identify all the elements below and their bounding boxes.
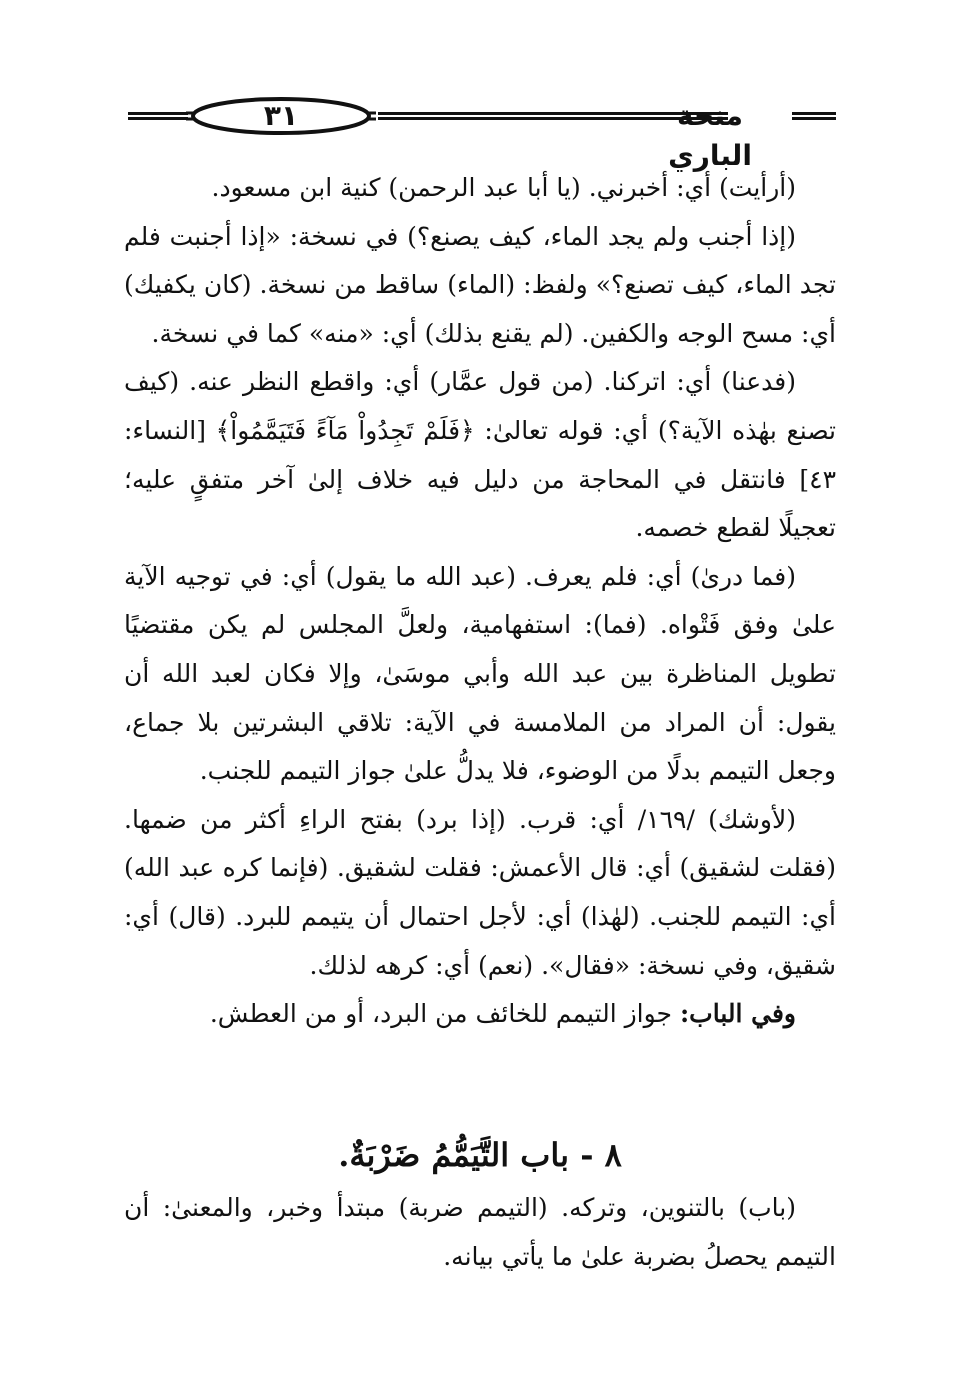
paragraph: (فما درىٰ) أي: فلم يعرف. (عبد الله ما يقول) أي: في توجيه الآية علىٰ وفق فَتْواه. (فما): استفهامية، ولعلَّ المجلس لم يكن مقتضيًا تطويل المناظرة بين عبد الله وأبي موسَىٰ، وإلا فكان لعبد الله أن يقول: أن المراد من الملامسة في الآية: تلاقي البشرتين بلا جماع، وجعل التيمم بدلًا من الوضوء، فلا يدلُّ علىٰ جواز التيمم للجنب. — [124, 561, 836, 786]
header-rule-right — [792, 112, 836, 120]
chapter-heading: ٨ - باب التَّيَمُّمُ ضَرْبَةٌ. — [338, 1136, 622, 1174]
paragraph: (أرأيت) أي: أخبرني. (يا أبا عبد الرحمن) كنية ابن مسعود. — [211, 173, 796, 202]
header-rule-left — [128, 112, 188, 120]
paragraph-in-chapter — [124, 990, 836, 1039]
chapter-body — [124, 1184, 836, 1281]
paragraph: (فدعنا) أي: اتركنا. (من قول عمَّار) أي: واقطع النظر عنه. (كيف تصنع بهٰذه الآية؟) أي: قوله تعالىٰ: ﴿فَلَمْ تَجِدُواْ مَآءً فَتَيَمَّمُواْ﴾ [النساء: ٤٣] فانتقل في المحاجة من دليل فيه خلاف إلىٰ آخر متفقٍ عليه؛ تعجيلًا لقطع خصمه. — [124, 367, 836, 543]
paragraph: (لأوشك) /١٦٩/ أي: قرب. (إذا برد) بفتح الراءِ أكثر من ضمها. (فقلت لشقيق) أي: قال الأعمش: فقلت لشقيق. (فإنما كره عبد الله) أي: التيمم للجنب. (لهٰذا) أي: لأجل احتمال أن يتيمم للبرد. (قال) أي: شقيق، وفي نسخة: «فقال». (نعم) أي: كرهه لذلك. — [124, 804, 836, 980]
running-title: منحة الباري — [668, 99, 752, 172]
page-number: ٣١ — [263, 99, 299, 132]
paragraph: (إذا أجنب ولم يجد الماء، كيف يصنع؟) في نسخة: «إذا أجنبت فلم تجد الماء، كيف تصنع؟» ولفظ: (الماء) ساقط من نسخة. (كان يكفيك) أي: مسح الوجه والكفين. (لم يقنع بذلك) أي: «منه» كما في نسخة. — [124, 221, 836, 348]
in-chapter-text: جواز التيمم للخائف من البرد، أو من العطش. — [209, 999, 680, 1029]
paragraph: (باب) بالتنوين، وتركه. (التيمم ضربة) مبتدأ وخبر، والمعنىٰ: أن التيمم يحصلُ بضربة علىٰ ما يأتي بيانه. — [124, 1193, 836, 1271]
main-text — [124, 164, 836, 1039]
in-chapter-label: وفي الباب: — [679, 999, 796, 1029]
page-header — [128, 92, 836, 172]
